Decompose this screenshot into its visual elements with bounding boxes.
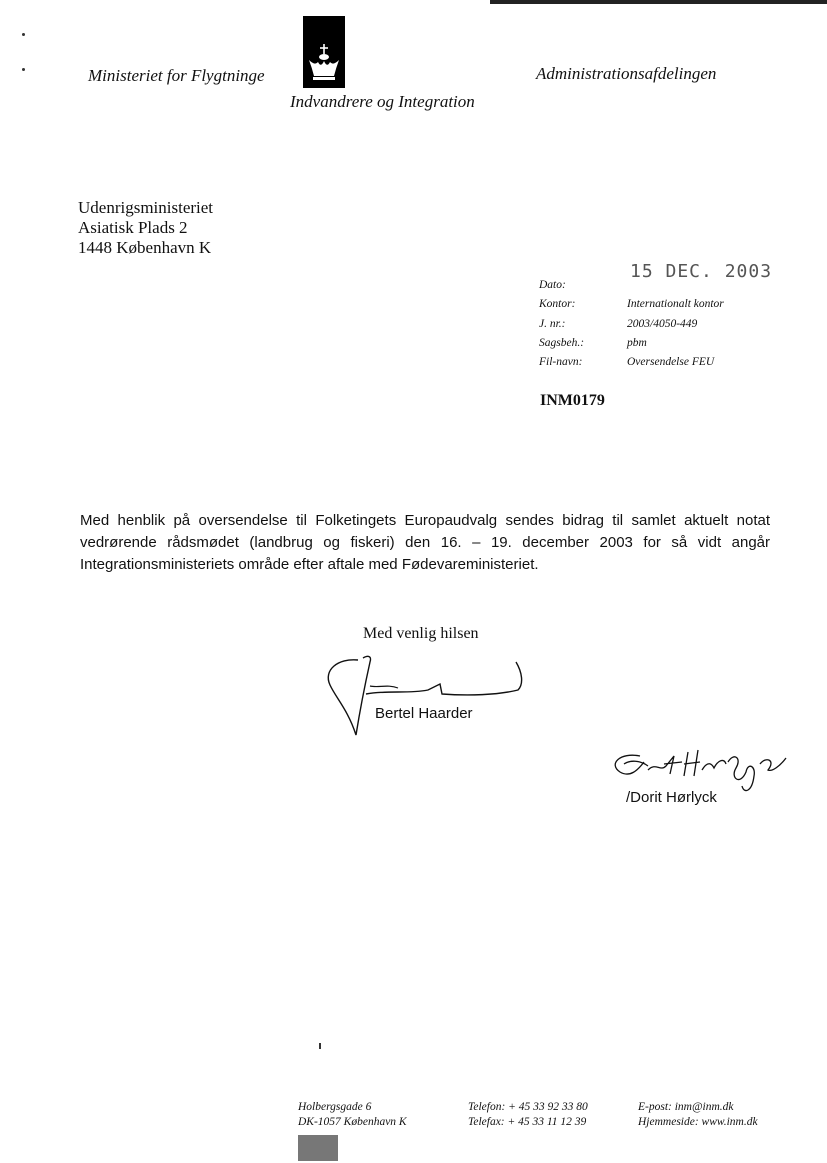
meta-value: Internationalt kontor	[627, 298, 724, 311]
meta-key: Dato:	[539, 279, 566, 291]
royal-crown-logo	[303, 16, 345, 88]
reference-number: INM0179	[540, 392, 605, 409]
letter-body: Med henblik på oversendelse til Folketingets Europaudvalg sendes bidrag til samlet aktuelt notat vedrørende rådsmødet (landbrug og fiskeri) den 16. – 19. december 2003 for så vidt angår Integrationsministeriets område efter aftale med Fødevareministeriet.	[80, 512, 770, 573]
closing-salutation: Med venlig hilsen	[363, 625, 479, 642]
footer-line: Telefon: + 45 33 92 33 80	[468, 1101, 588, 1113]
recipient-line: Udenrigsministeriet	[78, 198, 214, 217]
recipient-line: 1448 København K	[78, 238, 212, 257]
meta-row	[539, 318, 724, 337]
meta-key: J. nr.:	[539, 317, 566, 330]
signer-name: /Dorit Hørlyck	[626, 789, 717, 806]
meta-value: Oversendelse FEU	[627, 356, 715, 369]
signature-bertel-haarder	[318, 650, 538, 740]
department-name: Administrationsafdelingen	[536, 64, 717, 83]
ministry-subtitle: Indvandrere og Integration	[290, 92, 475, 111]
recipient-line: Asiatisk Plads 2	[78, 218, 188, 237]
meta-key: Sagsbeh.:	[539, 336, 585, 349]
top-edge-line	[490, 0, 827, 4]
footer-line: Telefax: + 45 33 11 12 39	[468, 1116, 587, 1128]
meta-row	[539, 298, 724, 317]
crown-icon	[303, 16, 345, 88]
ministry-name: Ministeriet for Flygtninge	[88, 66, 265, 85]
footer-line: DK-1057 København K	[298, 1116, 407, 1128]
scan-speck	[22, 33, 25, 36]
footer-mark	[298, 1135, 338, 1161]
meta-key: Fil-navn:	[539, 356, 583, 369]
meta-value: pbm	[627, 336, 647, 349]
date-stamp: 15 DEC. 2003	[630, 261, 773, 282]
footer-line: Holbergsgade 6	[298, 1101, 372, 1113]
meta-key: Kontor:	[539, 298, 576, 311]
meta-row	[539, 279, 724, 298]
meta-row	[539, 337, 724, 356]
scan-speck	[22, 68, 25, 71]
footer-line: Hjemmeside: www.inm.dk	[638, 1116, 758, 1128]
meta-value: 2003/4050-449	[627, 317, 698, 330]
signer-name: Bertel Haarder	[375, 705, 473, 722]
footer-line: E-post: inm@inm.dk	[638, 1101, 734, 1113]
meta-value	[627, 279, 724, 298]
meta-row	[539, 356, 724, 375]
footer-phone	[468, 1100, 588, 1130]
document-meta	[539, 279, 724, 375]
scan-speck	[319, 1043, 321, 1049]
footer-web	[638, 1100, 758, 1130]
footer-address	[298, 1100, 407, 1130]
recipient-address	[78, 198, 213, 258]
